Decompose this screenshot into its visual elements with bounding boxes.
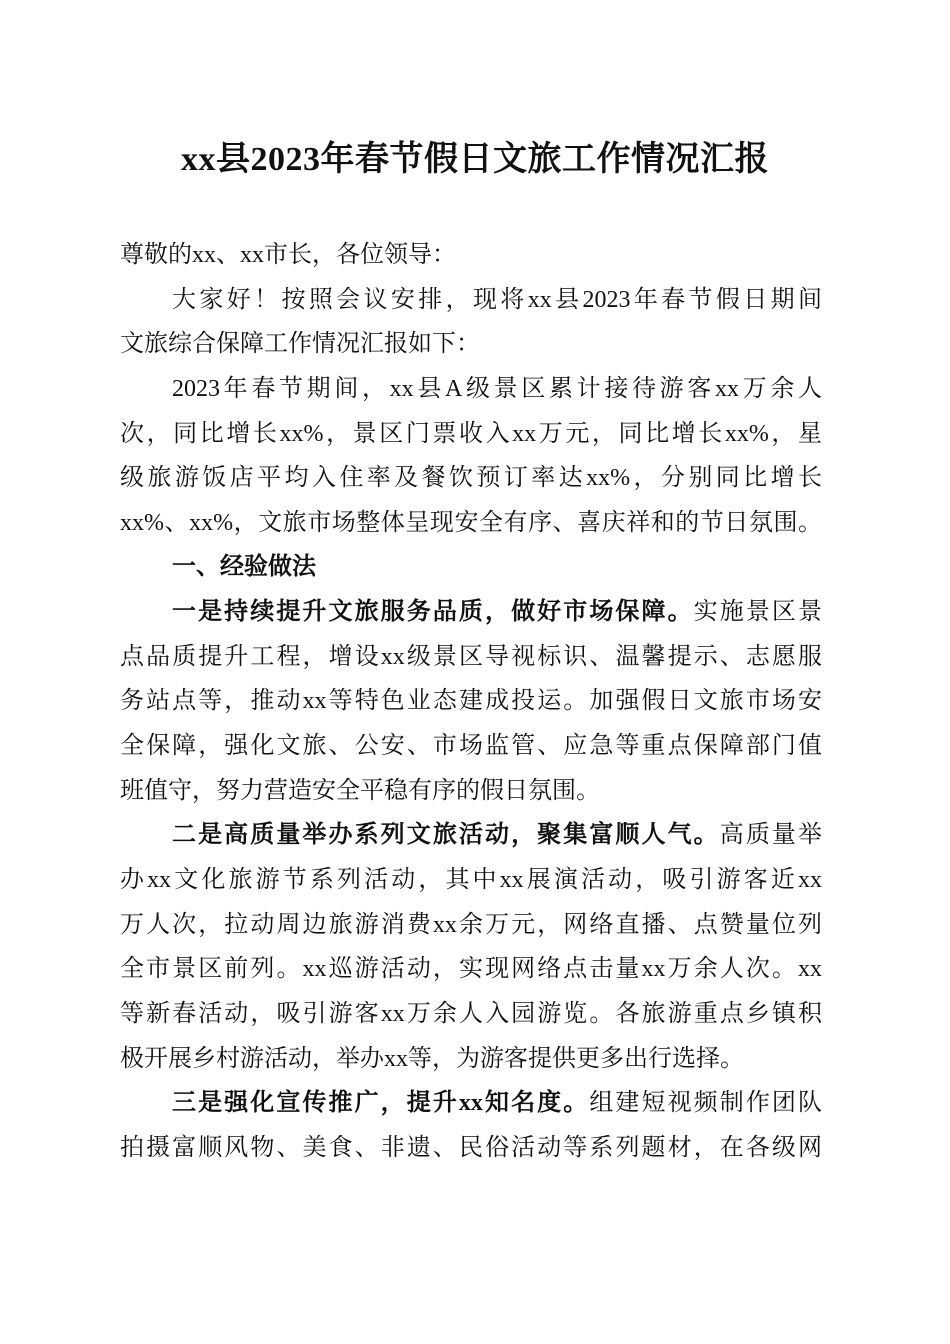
paragraph-line: 文旅综合保障工作情况汇报如下： — [120, 331, 480, 358]
paragraph-line: 全市景区前列。xx巡游活动，实现网络点击量xx万余人次。xx — [120, 956, 822, 983]
paragraph-line — [120, 1081, 822, 1126]
item-paragraph-2 — [120, 813, 822, 1081]
paragraph-line: 级旅游饭店平均入住率及餐饮预订率达xx%，分别同比增长 — [120, 465, 822, 492]
item-paragraph-1 — [120, 590, 822, 813]
document-body — [120, 233, 822, 1170]
paragraph-line: 等新春活动，吸引游客xx万余人入园游览。各旅游重点乡镇积 — [120, 1000, 822, 1027]
intro-paragraph — [120, 278, 822, 367]
paragraph-line: 班值守，努力营造安全平稳有序的假日氛围。 — [120, 777, 600, 804]
paragraph-line: xx%、xx%，文旅市场整体呈现安全有序、喜庆祥和的节日氛围。 — [120, 509, 822, 536]
line-text: 组建短视频制作团队 — [589, 1090, 823, 1117]
section-heading: 一、经验做法 — [172, 553, 316, 581]
paragraph-line: 极开展乡村游活动，举办xx等，为游客提供更多出行选择。 — [120, 1045, 744, 1072]
overview-paragraph — [120, 367, 822, 546]
paragraph-line: 次，同比增长xx%，景区门票收入xx万元，同比增长xx%，星 — [120, 420, 822, 447]
paragraph-line — [120, 590, 822, 635]
paragraph-line: 务站点等，推动xx等特色业态建成投运。加强假日文旅市场安 — [120, 688, 822, 715]
paragraph-line: 拍摄富顺风物、美食、非遗、民俗活动等系列题材，在各级网 — [120, 1134, 822, 1161]
line-text: 实施景区景 — [693, 599, 823, 626]
item-paragraph-3 — [120, 1081, 822, 1170]
paragraph-line: 办xx文化旅游节系列活动，其中xx展演活动，吸引游客近xx — [120, 866, 822, 893]
salutation: 尊敬的xx、xx市长，各位领导： — [120, 242, 456, 268]
paragraph-line: 2023年春节期间，xx县A级景区累计接待游客xx万余人 — [172, 375, 822, 402]
item-lead: 三是强化宣传推广，提升xx知名度。 — [172, 1090, 590, 1117]
paragraph-line: 全保障，强化文旅、公安、市场监管、应急等重点保障部门值 — [120, 733, 822, 760]
paragraph-line: 万人次，拉动周边旅游消费xx余万元，网络直播、点赞量位列 — [120, 911, 822, 938]
item-lead: 一是持续提升文旅服务品质，做好市场保障。 — [172, 599, 694, 626]
document-title: xx县2023年春节假日文旅工作情况汇报 — [181, 141, 769, 178]
line-text: 高质量举 — [719, 822, 822, 849]
paragraph-line: 大家好！按照会议安排，现将xx县2023年春节假日期间 — [172, 286, 822, 313]
paragraph-line — [120, 813, 822, 858]
item-lead: 二是高质量举办系列文旅活动，聚集富顺人气。 — [172, 822, 720, 849]
paragraph-line: 点品质提升工程，增设xx级景区导视标识、温馨提示、志愿服 — [120, 643, 822, 670]
